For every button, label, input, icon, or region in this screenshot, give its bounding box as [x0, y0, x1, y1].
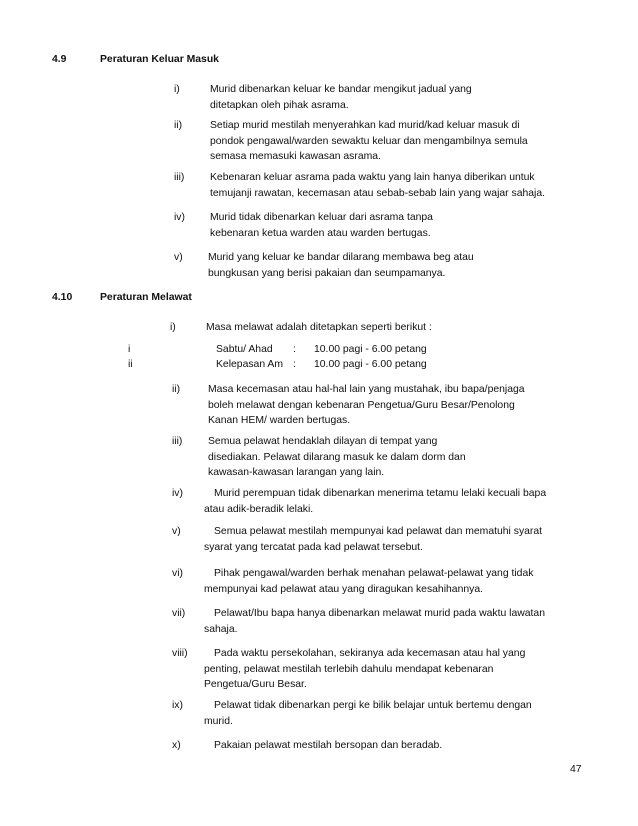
page-number: 47	[570, 764, 582, 775]
item-marker: iv)	[174, 212, 185, 223]
section-title: Peraturan Melawat	[100, 292, 192, 303]
item-text: Murid yang keluar ke bandar dilarang membawa beg atau bungkusan yang berisi pakaian dan seumpamanya.	[208, 252, 474, 279]
schedule-separator: :	[293, 359, 296, 370]
item-text: Pada waktu persekolahan, sekiranya ada kecemasan atau hal yang penting, pelawat mestilah terlebih dahulu mendapat kebenaran Pengetua/Guru Besar.	[204, 648, 526, 690]
item-marker: iv)	[172, 488, 183, 499]
item-text: Pelawat tidak dibenarkan pergi ke bilik belajar untuk bertemu dengan murid.	[204, 700, 532, 727]
item-text: Semua pelawat hendaklah dilayan di tempat yang disediakan. Pelawat dilarang masuk ke dalam dorm dan kawasan-kawasan larangan yang lain.	[208, 436, 466, 478]
item-marker: i)	[170, 322, 176, 333]
section-number: 4.10	[52, 292, 73, 303]
item-text: Murid perempuan tidak dibenarkan menerima tetamu lelaki kecuali bapa atau adik-beradik lelaki.	[204, 488, 547, 515]
item-text: Murid dibenarkan keluar ke bandar mengikut jadual yang ditetapkan oleh pihak asrama.	[210, 84, 472, 111]
item-text: Masa melawat adalah ditetapkan seperti berikut :	[206, 322, 432, 333]
item-marker: v)	[174, 252, 183, 263]
item-text: Masa kecemasan atau hal-hal lain yang mustahak, ibu bapa/penjaga boleh melawat dengan kebenaran Pengetua/Guru Besar/Penolong Kanan HEM/ warden bertugas.	[208, 384, 525, 426]
item-marker: v)	[172, 526, 181, 537]
item-text: Pihak pengawal/warden berhak menahan pelawat-pelawat yang tidak mempunyai kad pelawat atau yang diragukan kesahihannya.	[204, 568, 534, 595]
schedule-day: Sabtu/ Ahad	[216, 344, 273, 355]
schedule-separator: :	[293, 344, 296, 355]
item-text: Murid tidak dibenarkan keluar dari asrama tanpa kebenaran ketua warden atau warden bertugas.	[210, 212, 433, 239]
item-marker: ix)	[172, 700, 183, 711]
schedule-day: Kelepasan Am	[216, 359, 284, 370]
item-marker: x)	[172, 740, 181, 751]
section-number: 4.9	[52, 54, 67, 65]
item-marker: vi)	[172, 568, 183, 579]
schedule-time: 10.00 pagi - 6.00 petang	[314, 344, 427, 355]
item-text: Pakaian pelawat mestilah bersopan dan beradab.	[214, 740, 443, 751]
item-marker: iii)	[172, 436, 183, 447]
item-text: Setiap murid mestilah menyerahkan kad murid/kad keluar masuk di pondok pengawal/warden sewaktu keluar dan mengambilnya semula semasa memasuki kawasan asrama.	[210, 120, 528, 162]
item-marker: i)	[174, 84, 180, 95]
item-text: Semua pelawat mestilah mempunyai kad pelawat dan mematuhi syarat syarat yang tercatat pada kad pelawat tersebut.	[204, 526, 543, 553]
item-marker: ii)	[174, 120, 183, 131]
item-text: Kebenaran keluar asrama pada waktu yang lain hanya diberikan untuk temujanji rawatan, kecemasan atau sebab-sebab lain yang wajar sahaja.	[210, 172, 546, 199]
schedule-marker: ii	[128, 359, 133, 370]
schedule-time: 10.00 pagi - 6.00 petang	[314, 359, 427, 370]
schedule-marker: i	[128, 344, 131, 355]
item-text: Pelawat/Ibu bapa hanya dibenarkan melawat murid pada waktu lawatan sahaja.	[204, 608, 545, 635]
item-marker: ii)	[172, 384, 181, 395]
section-title: Peraturan Keluar Masuk	[100, 54, 219, 65]
item-marker: vii)	[172, 608, 186, 619]
item-marker: viii)	[172, 648, 188, 659]
item-marker: iii)	[174, 172, 185, 183]
